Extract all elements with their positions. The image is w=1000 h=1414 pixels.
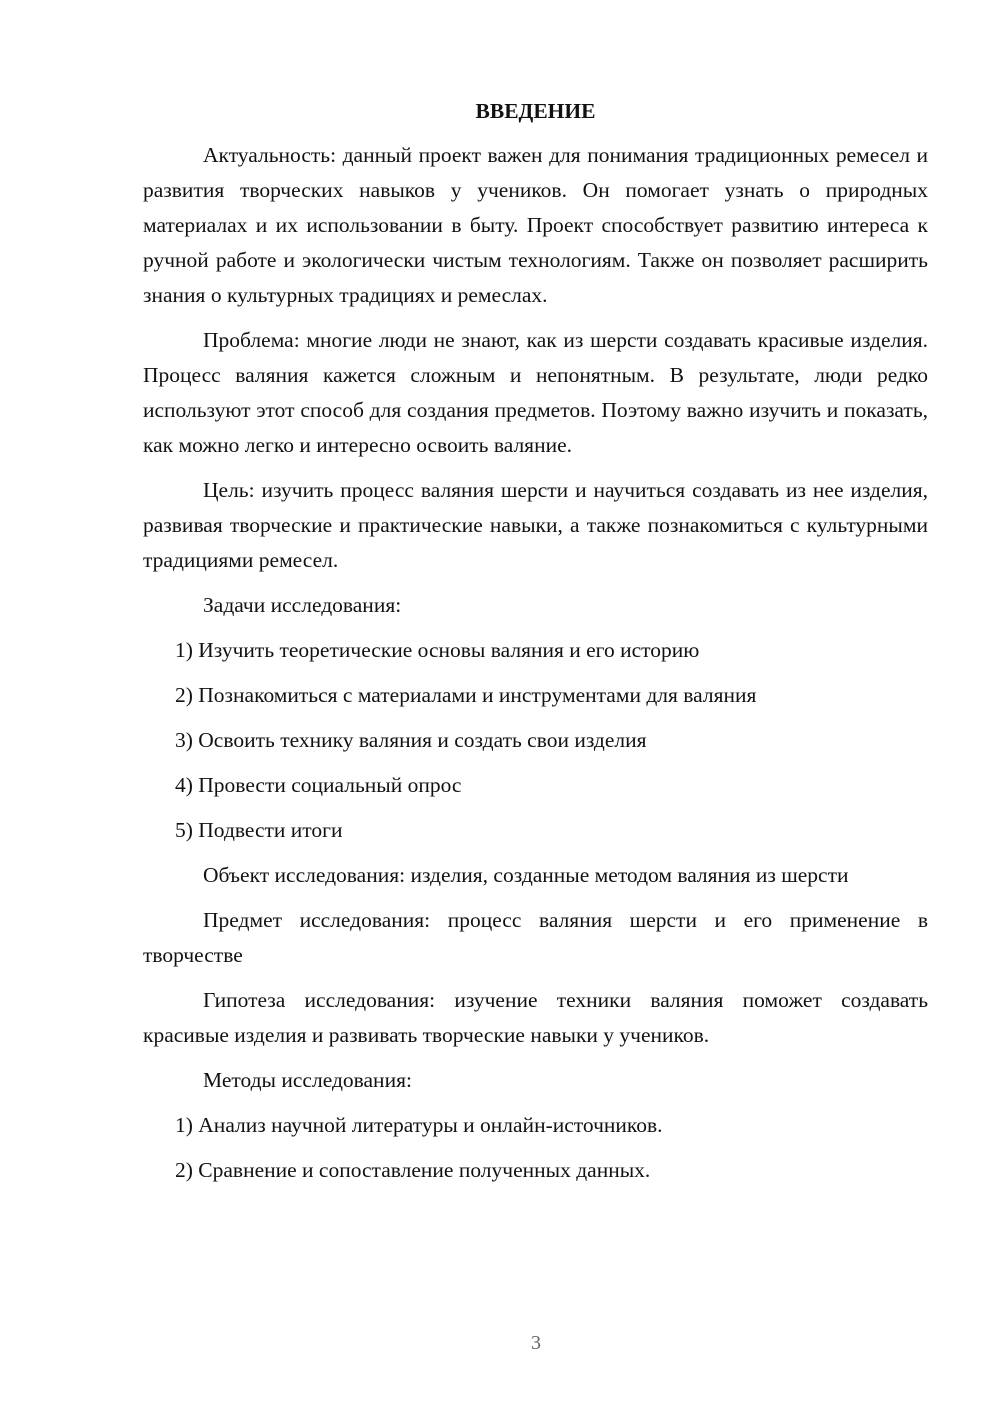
section-heading: ВВЕДЕНИЕ — [475, 99, 596, 123]
problem-paragraph: Проблема: многие люди не знают, как из шерсти создавать красивые изделия. Процесс валяния кажется сложным и непонятным. В результате, люди редко используют этот способ для создания предметов. Поэтому важно изучить и показать, как можно легко и интересно освоить валяние. — [143, 328, 928, 457]
relevance-paragraph: Актуальность: данный проект важен для понимания традиционных ремесел и развития творческих навыков у учеников. Он помогает узнать о природных материалах и их использовании в быту. Проект способствует развитию интереса к ручной работе и экологически чистым технологиям. Также он позволяет расширить знания о культурных традициях и ремеслах. — [143, 143, 928, 307]
page-content — [143, 94, 928, 1198]
page-number: 3 — [531, 1332, 541, 1354]
list-item: 4) Провести социальный опрос — [175, 773, 462, 797]
object-paragraph: Объект исследования: изделия, созданные методом валяния из шерсти — [203, 863, 849, 887]
list-item: 1) Анализ научной литературы и онлайн-источников. — [175, 1113, 663, 1137]
subject-paragraph: Предмет исследования: процесс валяния шерсти и его применение в творчестве — [143, 908, 928, 967]
tasks-label: Задачи исследования: — [203, 593, 402, 617]
tasks-list — [143, 633, 928, 848]
goal-paragraph: Цель: изучить процесс валяния шерсти и научиться создавать из нее изделия, развивая творческие и практические навыки, а также познакомиться с культурными традициями ремесел. — [143, 478, 928, 572]
list-item: 2) Познакомиться с материалами и инструментами для валяния — [175, 683, 757, 707]
methods-list — [143, 1108, 928, 1188]
methods-label: Методы исследования: — [203, 1068, 412, 1092]
list-item: 2) Сравнение и сопоставление полученных данных. — [175, 1158, 651, 1182]
hypothesis-paragraph: Гипотеза исследования: изучение техники валяния поможет создавать красивые изделия и развивать творческие навыки у учеников. — [143, 988, 928, 1047]
list-item: 1) Изучить теоретические основы валяния и его историю — [175, 638, 700, 662]
list-item: 5) Подвести итоги — [175, 818, 343, 842]
list-item: 3) Освоить технику валяния и создать свои изделия — [175, 728, 647, 752]
